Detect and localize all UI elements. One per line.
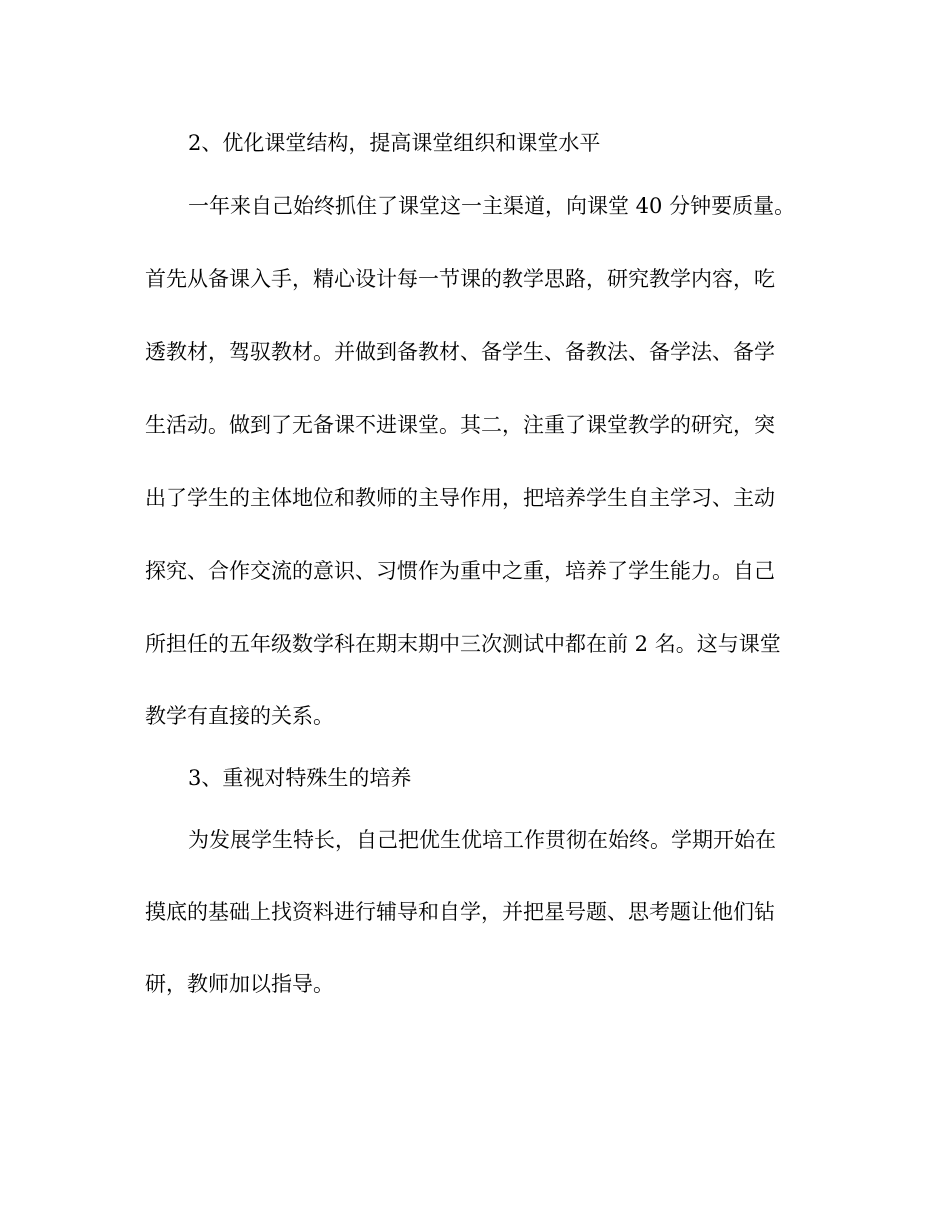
section-heading-2: 2、优化课堂结构，提高课堂组织和课堂水平 — [188, 131, 601, 155]
paragraph-1-line-3: 透教材，驾驭教材。并做到备教材、备学生、备教法、备学法、备学 — [145, 340, 775, 364]
paragraph-2-line-1: 为发展学生特长，自己把优生优培工作贯彻在始终。学期开始在 — [188, 828, 776, 852]
paragraph-2-line-3: 研，教师加以指导。 — [145, 972, 334, 996]
paragraph-1-line-1: 一年来自己始终抓住了课堂这一主渠道，向课堂 40 分钟要质量。 — [188, 194, 796, 218]
paragraph-1-line-4: 生活动。做到了无备课不进课堂。其二，注重了课堂教学的研究，突 — [145, 413, 775, 437]
section-heading-3: 3、重视对特殊生的培养 — [188, 766, 412, 790]
paragraph-1-line-7: 所担任的五年级数学科在期末期中三次测试中都在前 2 名。这与课堂 — [145, 632, 781, 656]
paragraph-2-line-2: 摸底的基础上找资料进行辅导和自学，并把星号题、思考题让他们钻 — [145, 900, 775, 924]
paragraph-1-line-2: 首先从备课入手，精心设计每一节课的教学思路，研究教学内容，吃 — [145, 267, 775, 291]
paragraph-1-line-5: 出了学生的主体地位和教师的主导作用，把培养学生自主学习、主动 — [145, 486, 775, 510]
paragraph-1-line-8: 教学有直接的关系。 — [145, 704, 334, 728]
paragraph-1-line-6: 探究、合作交流的意识、习惯作为重中之重，培养了学生能力。自己 — [145, 559, 775, 583]
